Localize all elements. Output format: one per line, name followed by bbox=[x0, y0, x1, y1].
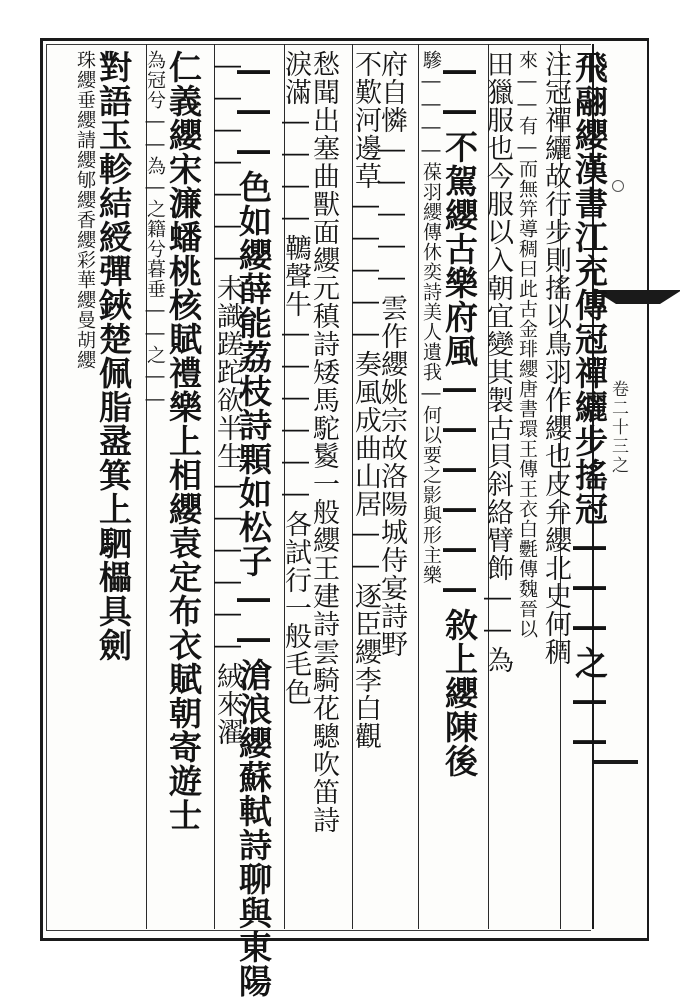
text-column-4: 田獵服也今服以入朝宜變其製古貝斜絡臂飾――為 bbox=[482, 50, 513, 674]
text-column-6: 驂――――葆羽纓傳休奕詩美人遺我―何以要之影與形主樂 bbox=[420, 50, 442, 585]
text-column-10: 淚滿――――韀聲牛――――――各試行一般毛色 bbox=[280, 50, 311, 706]
text-column-8: 不歎河邊草―――――奏風成曲山居――逐臣纓李白觀 bbox=[350, 50, 381, 750]
text-column-13: 仁義纓宋濂蟠桃核賦禮樂上相纓袁定布衣賦朝寄遊士 bbox=[164, 50, 203, 832]
text-column-9: 愁聞出塞曲獸面纓元稹詩矮馬駝鬉一般纓王建詩雲騎花驄吹笛詩 bbox=[308, 50, 339, 834]
text-column-3: 來――有―而無笄導稠曰此古金琲纓唐書環王傳王衣白氎傳魏晉以 bbox=[516, 50, 538, 639]
text-column-14: 為冠兮――為―之籍兮暮垂――之―― bbox=[144, 50, 166, 411]
text-column-7: 府自憐―――――雲作纓姚宗故洛陽城侍宴詩野 bbox=[376, 50, 407, 658]
text-column-16: 珠纓垂纓請纓郇纓香纓彩華纓曼胡纓 bbox=[74, 50, 96, 370]
text-column-12: ―――――――未識蹉跎欲半生――――――絨來濯 bbox=[212, 50, 243, 746]
text-column-2: 注冠禪纚故行步則搖以鳥羽作纓也皮弁纓北史何稠 bbox=[540, 50, 571, 666]
text-column-15: 對語玉軫結綬彈鋏楚佩脂盝箕上駟櫑具劍 bbox=[94, 50, 133, 662]
text-column-11: ―――色如纓薛能荔枝詩顆如松子――滄浪纓蘇軾詩聊與東陽 bbox=[234, 50, 273, 998]
margin-title: 卷二十三之 bbox=[608, 380, 628, 475]
text-column-1: 飛翮纓漢書江充傳冠禪纚步搖冠―――之―― bbox=[570, 50, 609, 760]
text-column-5: ――不駕纓古樂府風――――――敘上纓陳後 bbox=[440, 50, 479, 778]
